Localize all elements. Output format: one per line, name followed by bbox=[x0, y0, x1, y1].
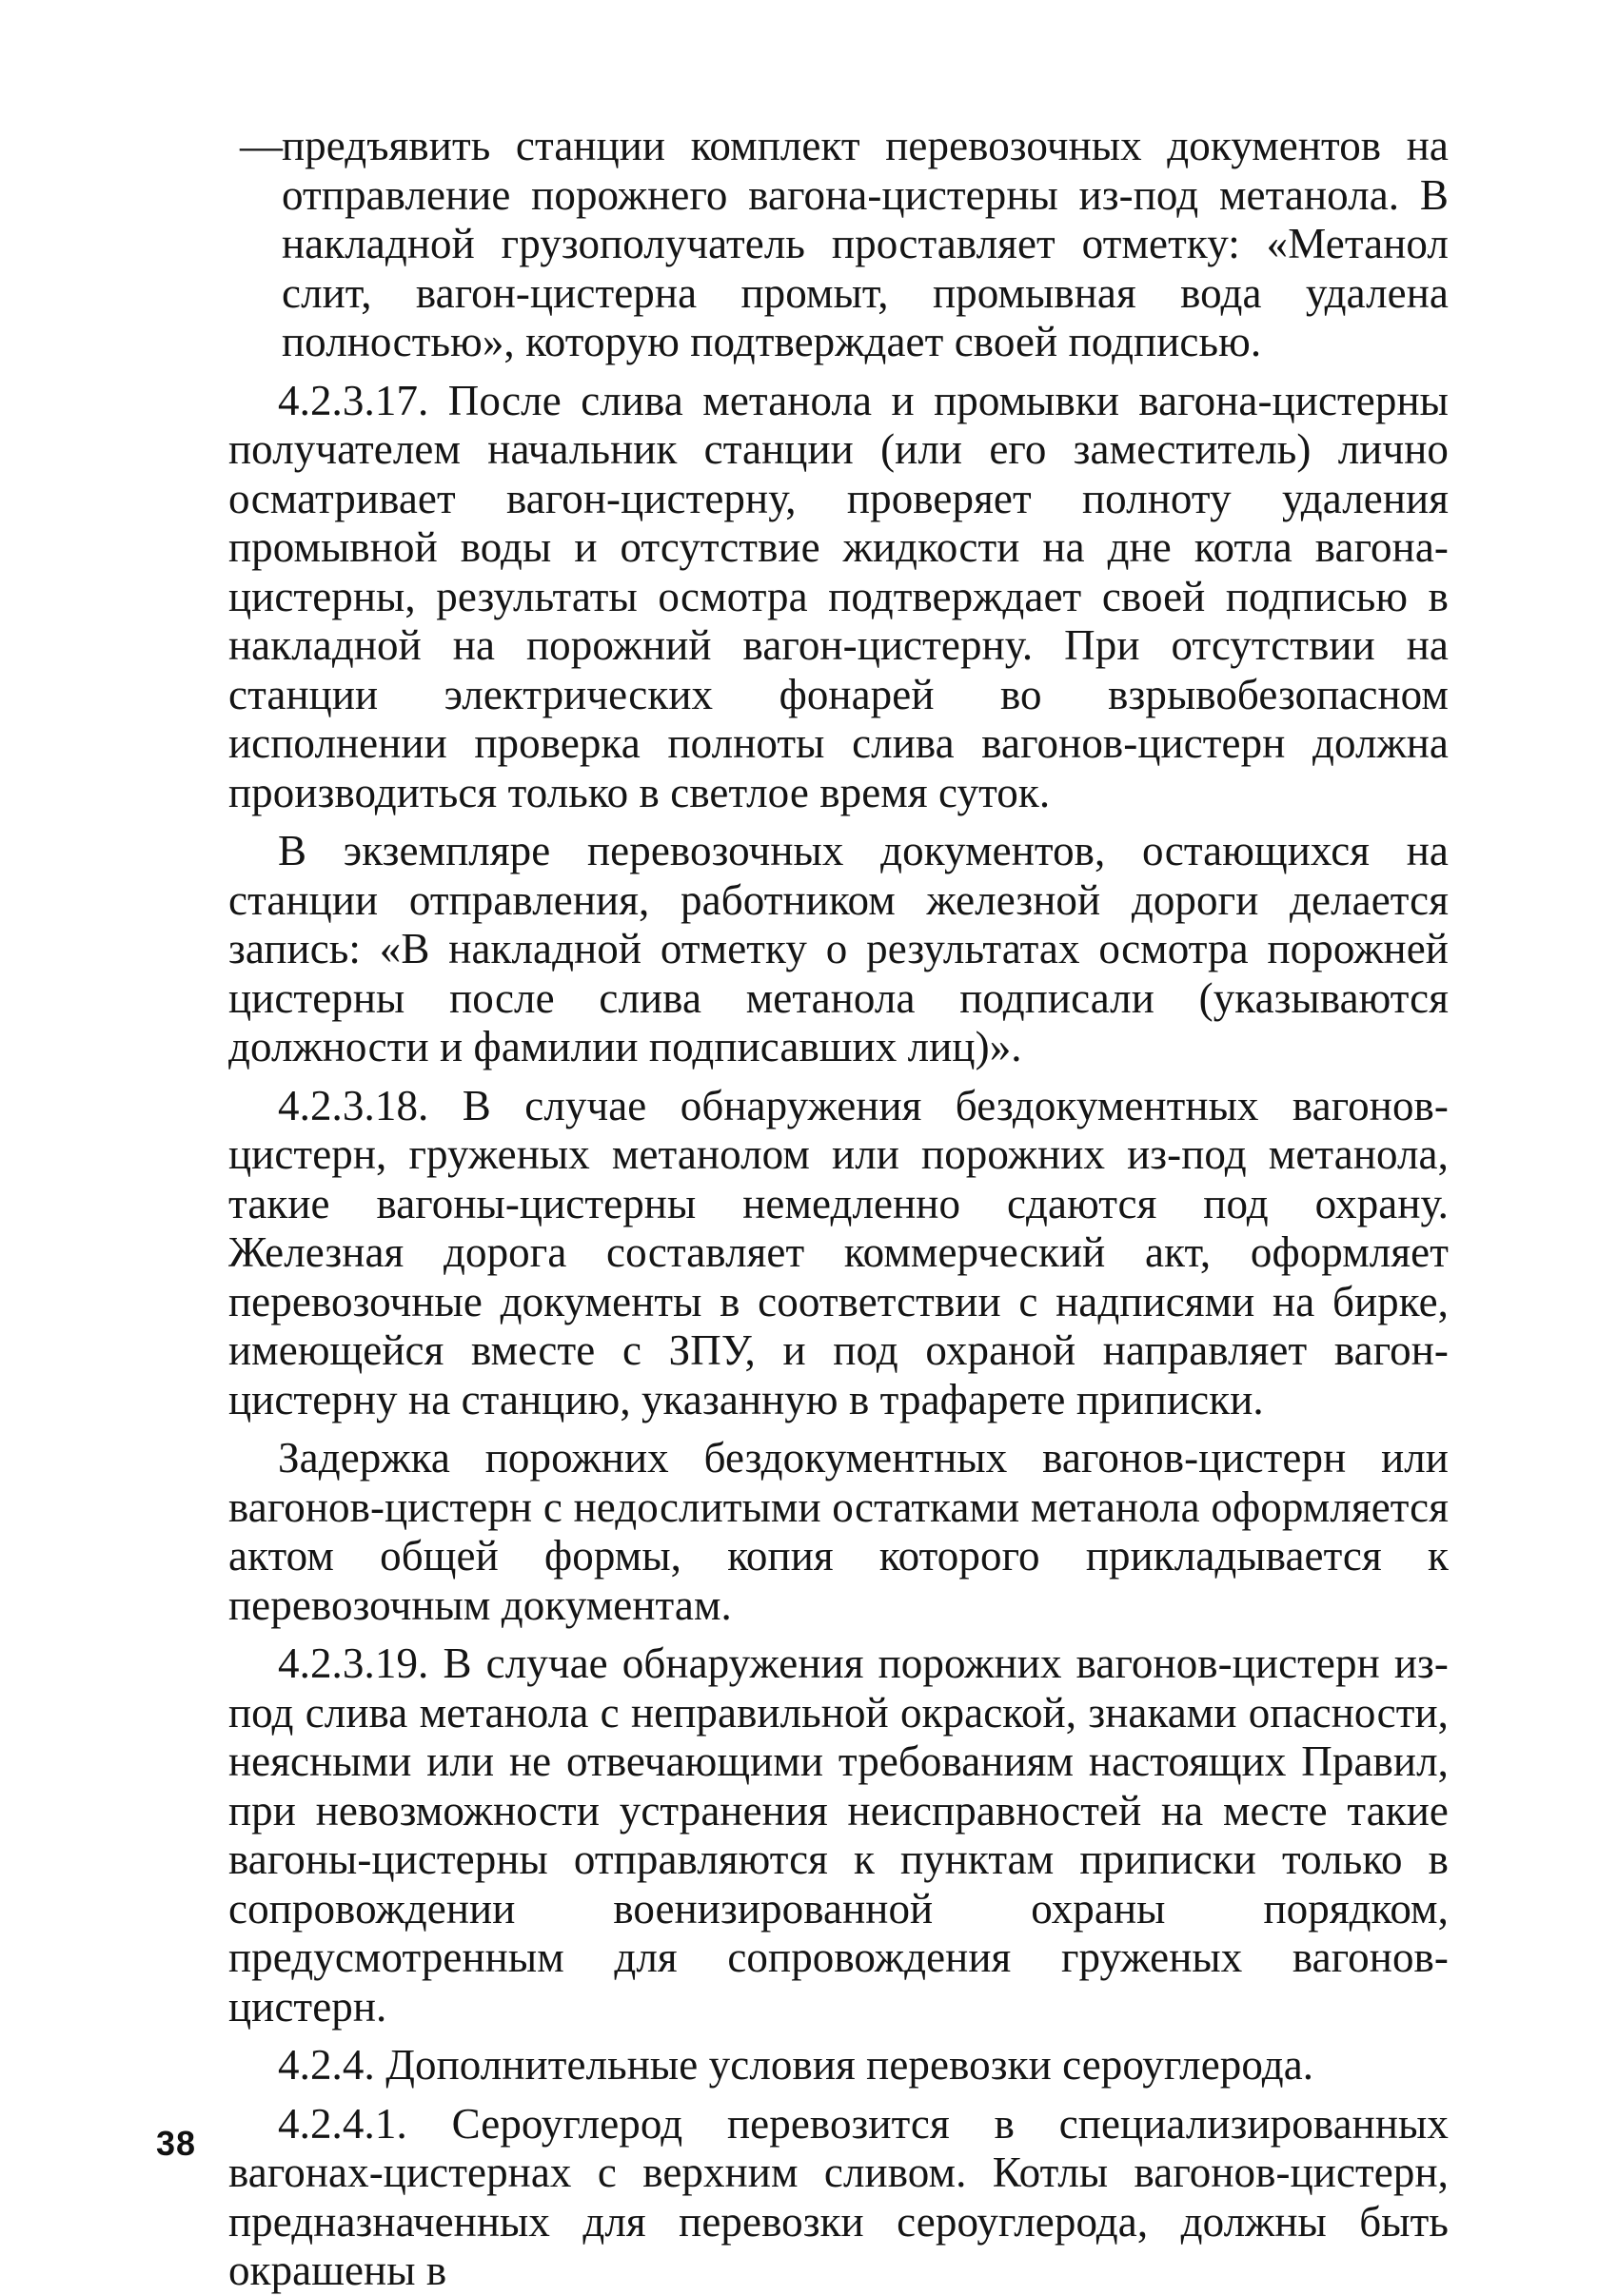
paragraph-4-2-4-1: 4.2.4.1. Сероуглерод перевозится в специализированных вагонах-цистернах с верхним сливом. Котлы вагонов-цистерн, предназначенных для перевозки сероуглерода, должны быть окрашены в bbox=[228, 2099, 1449, 2294]
paragraph-record-note: В экземпляре перевозочных документов, остающихся на станции отправления, работником железной дороги делается запись: «В накладной отметку о результатах осмотра порожней цистерны после слива метанола подписали (указываются должности и фамилии подписавших лиц)». bbox=[228, 827, 1449, 1070]
paragraph-text: предъявить станции комплект перевозочных документов на отправление порожнего вагона-цистерны из-под метанола. В накладной грузополучатель проставляет отметку: «Метанол слит, вагон-цистерна промыт, промывная вода удалена полностью», которую подтверждает своей подписью. bbox=[282, 122, 1449, 365]
page-body bbox=[228, 122, 1449, 2294]
dash-list-item bbox=[228, 122, 1449, 367]
paragraph-4-2-3-19: 4.2.3.19. В случае обнаружения порожних вагонов-цистерн из-под слива метанола с неправильной окраской, знаками опасности, неясными или не отвечающими требованиям настоящих Правил, при невозможности устранения неисправностей на месте такие вагоны-цистерны отправляются к пунктам приписки только в сопровождении военизированной охраны порядком, предусмотренным для сопровождения груженых вагонов-цистерн. bbox=[228, 1639, 1449, 2031]
paragraph-4-2-3-18: 4.2.3.18. В случае обнаружения бездокументных вагонов-цистерн, груженых метанолом или порожних из-под метанола, такие вагоны-цистерны немедленно сдаются под охрану. Железная дорога составляет коммерческий акт, оформляет перевозочные документы в соответствии с надписями на бирке, имеющейся вместе с ЗПУ, и под охраной направляет вагон-цистерну на станцию, указанную в трафарете приписки. bbox=[228, 1081, 1449, 1423]
page-number: 38 bbox=[156, 2124, 197, 2163]
paragraph-4-2-3-17: 4.2.3.17. После слива метанола и промывки вагона-цистерны получателем начальник станции (или его заместитель) лично осматривает вагон-цистерну, проверяет полноту удаления промывной воды и отсутствие жидкости на дне котла вагона-цистерны, результаты осмотра подтверждает своей подписью в накладной на порожний вагон-цистерну. При отсутствии на станции электрических фонарей во взрывобезопасном исполнении проверка полноты слива вагонов-цистерн должна производиться только в светлое время суток. bbox=[228, 376, 1449, 816]
dash-marker: — bbox=[240, 122, 284, 169]
paragraph-4-2-4: 4.2.4. Дополнительные условия перевозки сероуглерода. bbox=[278, 2041, 1314, 2089]
paragraph-delay-note: Задержка порожних бездокументных вагонов-цистерн или вагонов-цистерн с недослитыми остатками метанола оформляется актом общей формы, копия которого прикладывается к перевозочным документам. bbox=[228, 1434, 1449, 1629]
